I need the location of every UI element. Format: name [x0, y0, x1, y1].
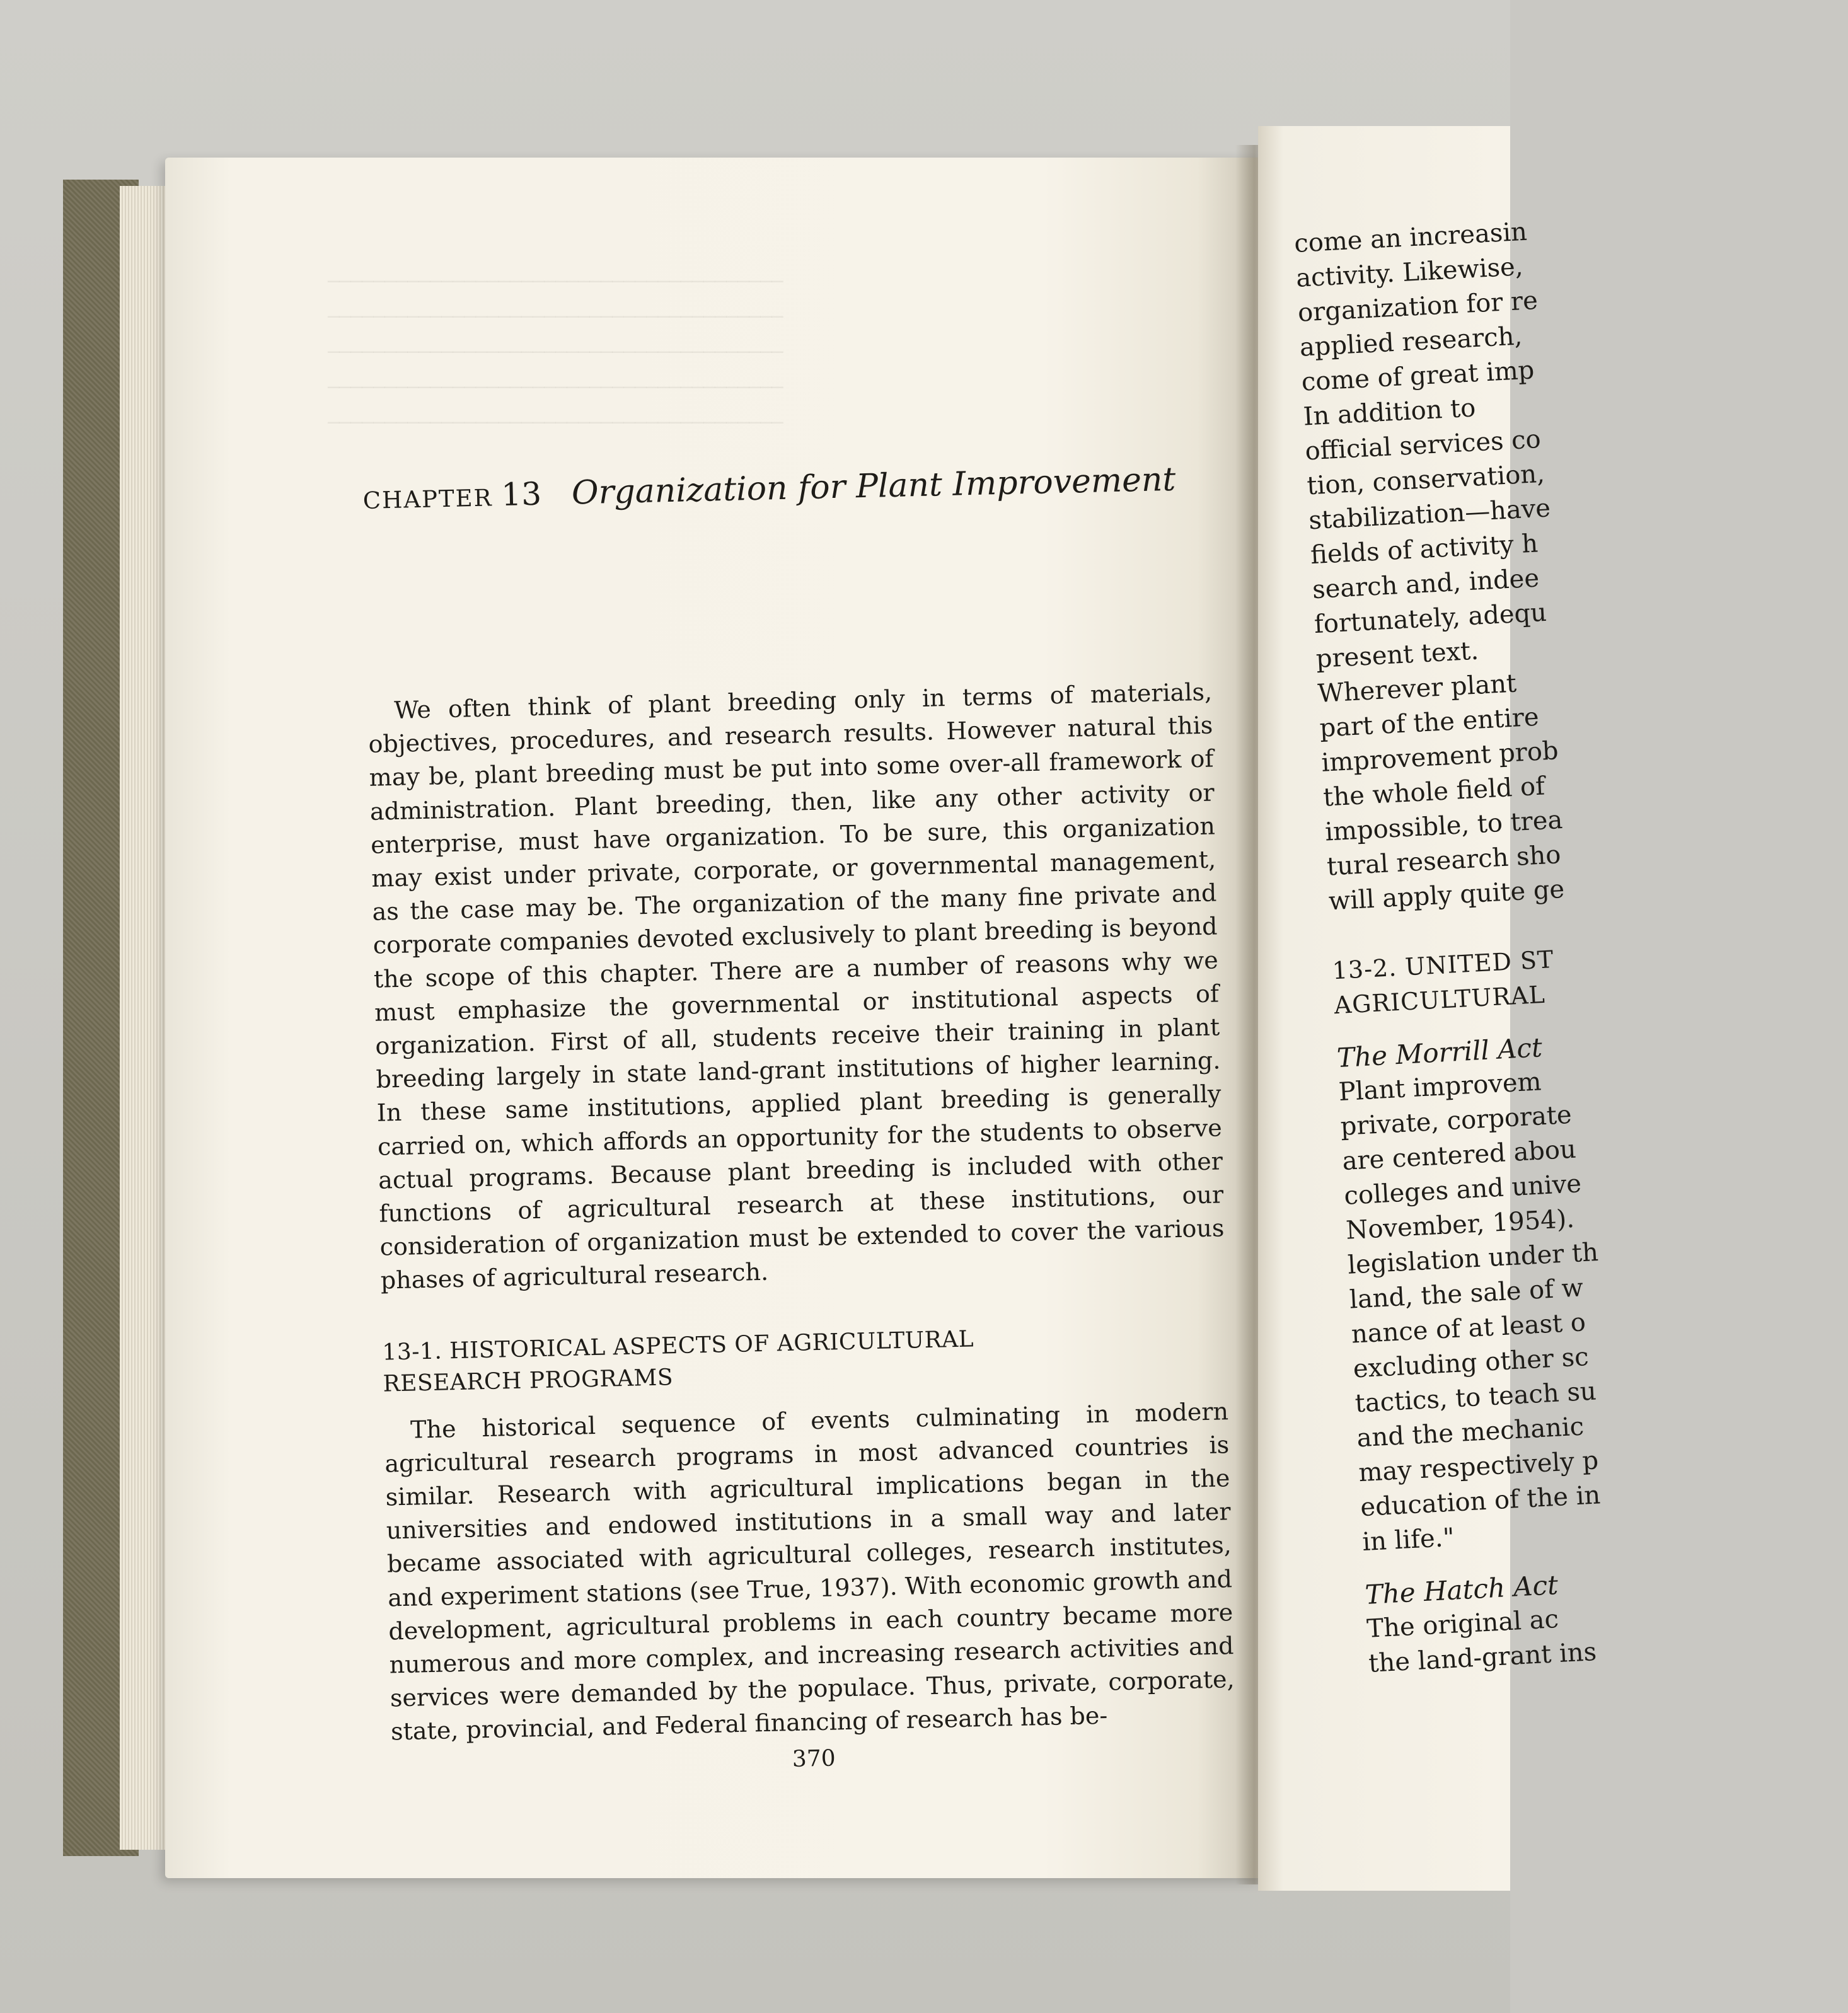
right-section-heading: 13-2. UNITED ST	[1331, 945, 1555, 985]
right-page-line: part of the entire	[1319, 702, 1540, 743]
section-heading-line: RESEARCH PROGRAMS	[383, 1364, 674, 1397]
show-through-text: ──────────────────────────────────────── ──────────────────────────────────────── ──────────────────────────────────────── ──────────────────────────────────────── ────────────────────────────────────────	[328, 271, 783, 434]
right-page-line: fields of activity h	[1310, 529, 1539, 570]
right-page-line: The original ac	[1366, 1605, 1559, 1644]
chapter-title: Organization for Plant Improvement	[571, 460, 1176, 512]
chapter-body	[367, 676, 1237, 1782]
right-page-lines	[1338, 1050, 1842, 1560]
right-page-line: private, corporate	[1339, 1100, 1573, 1142]
page-block-edges	[120, 186, 170, 1850]
right-page-line: impossible, to trea	[1324, 805, 1564, 847]
right-section-heading: AGRICULTURAL	[1333, 980, 1546, 1020]
section-paragraph: The historical sequence of events culminating in modern agricultural research programs in most advanced countries is similar. Research with agricultural implications began in the universities and endowed institutions in a small way and later became associated with agricultural colleges, research institutes, and experiment stations (see True, 1937). With economic growth and development, agricultural problems in each country became more numerous and more complex, and increasing research activities and services were demanded by the populace. Thus, private, corporate, state, provincial, and Federal financing of research has be-	[384, 1397, 1235, 1746]
right-page-line: applied research,	[1298, 321, 1523, 362]
right-page-line: colleges and unive	[1343, 1169, 1583, 1211]
right-page-lines	[1293, 202, 1808, 919]
right-page-line: present text.	[1315, 636, 1480, 674]
chapter-number: 13	[500, 475, 542, 513]
right-page-line: land, the sale of w	[1349, 1273, 1584, 1315]
right-page-line: stabilization—have	[1308, 493, 1552, 536]
right-page-line: legislation under th	[1347, 1237, 1599, 1280]
section-heading-line: 13-1. HISTORICAL ASPECTS OF AGRICULTURAL	[381, 1326, 974, 1366]
right-page-content	[1293, 202, 1848, 1681]
chapter-label: CHAPTER	[362, 484, 493, 514]
hatch-act-subheading: The Hatch Act	[1364, 1569, 1559, 1610]
right-page-line: the land-grant ins	[1368, 1637, 1598, 1678]
right-page-line: education of the in	[1360, 1480, 1602, 1523]
right-page-line: organization for re	[1296, 286, 1539, 328]
right-page-line: tactics, to teach su	[1354, 1376, 1597, 1419]
right-page	[1258, 126, 1602, 1891]
right-page-line: come of great imp	[1300, 355, 1535, 397]
right-page-line: in life."	[1361, 1523, 1455, 1557]
page-number: 370	[792, 1745, 836, 1772]
right-page-line: are centered abou	[1341, 1134, 1577, 1176]
right-page-line: In addition to	[1302, 393, 1477, 432]
right-page-line: improvement prob	[1320, 736, 1559, 778]
right-page-line: official services co	[1304, 424, 1542, 466]
right-page-line: and the mechanic	[1356, 1412, 1585, 1453]
right-page-line: fortunately, adequ	[1313, 597, 1547, 640]
right-page-line: activity. Likewise,	[1295, 252, 1524, 293]
right-page-line: search and, indee	[1311, 563, 1540, 605]
right-page-line: excluding other sc	[1352, 1342, 1590, 1384]
right-page-line: the whole field of	[1322, 771, 1546, 812]
section-heading	[382, 1318, 1228, 1400]
right-page-line: may respectively p	[1358, 1446, 1600, 1488]
right-page-line: Plant improvem	[1337, 1067, 1542, 1107]
right-page-line: nance of at least o	[1350, 1308, 1586, 1349]
right-page-line: tural research sho	[1326, 840, 1562, 882]
right-page-line: Wherever plant	[1317, 669, 1518, 708]
right-page-line: will apply quite ge	[1327, 874, 1566, 916]
right-page-line: come an increasin	[1293, 217, 1528, 258]
right-page-line: November, 1954).	[1345, 1204, 1576, 1245]
intro-paragraph: We often think of plant breeding only in terms of materials, objectives, procedures, and research results. However natural this may be, plant breeding must be put into some over-all framework of administration. Plant breeding, then, like any other activity or enterprise, must have organization. To be sure, this organization may exist under private, corporate, or governmental management, as the case may be. The organization of the many fine private and corporate companies devoted exclusively to plant breeding is beyond the scope of this chapter. There are a number of reasons why we must emphasize the governmental or institutional aspects of organization. First of all, students receive their training in plant breeding largely in state land-grant institutions of higher learning. In these same institutions, applied plant breeding is generally carried on, which affords an opportunity for the students to observe actual programs. Because plant breeding is included with other functions of agricultural research at these institutions, our consideration of organization must be extended to cover the various phases of agricultural research.	[368, 678, 1225, 1295]
morrill-act-subheading: The Morrill Act	[1336, 1032, 1544, 1074]
right-page-line: tion, conservation,	[1306, 459, 1545, 501]
